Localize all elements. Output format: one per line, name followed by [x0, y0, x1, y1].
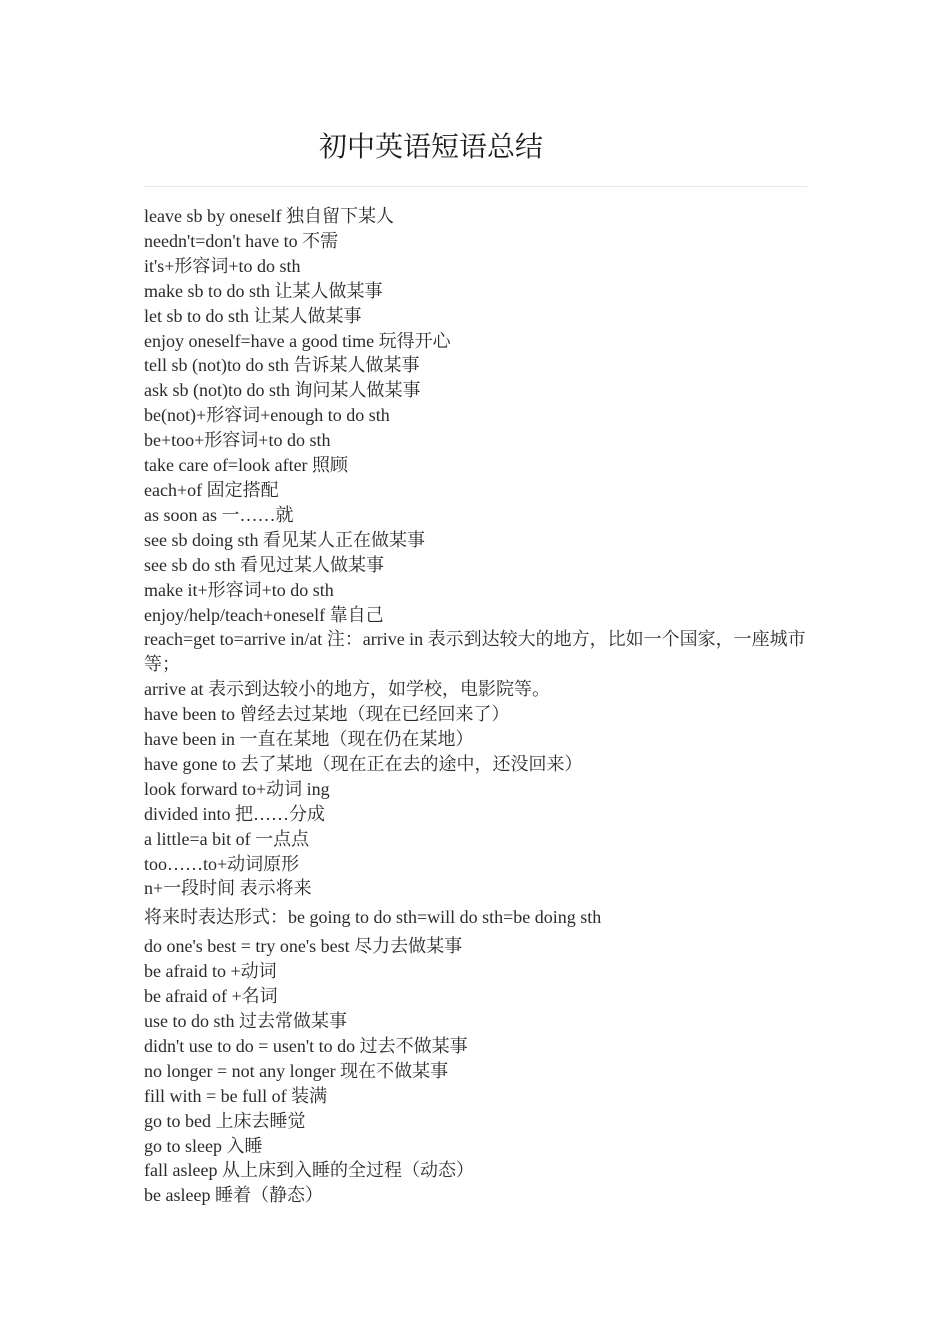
- phrase-line: be+too+形容词+to do sth: [144, 430, 331, 451]
- phrase-line: enjoy oneself=have a good time 玩得开心: [144, 330, 451, 351]
- phrase-line: use to do sth 过去常做某事: [144, 1011, 348, 1031]
- phrase-line: be asleep 睡着（静态）: [144, 1185, 323, 1206]
- title-divider: [144, 186, 807, 187]
- phrase-line: it's+形容词+to do sth: [144, 255, 301, 276]
- phrase-line: too……to+动词原形: [144, 853, 300, 874]
- phrase-line: no longer = not any longer 现在不做某事: [144, 1060, 449, 1081]
- phrase-line: ask sb (not)to do sth 询问某人做某事: [144, 380, 421, 401]
- phrase-line: make sb to do sth 让某人做某事: [144, 280, 383, 301]
- phrase-line: see sb doing sth 看见某人正在做某事: [144, 529, 425, 550]
- phrase-line: let sb to do sth 让某人做某事: [144, 305, 362, 326]
- phrase-list: [144, 204, 809, 1208]
- phrase-line: make it+形容词+to do sth: [144, 579, 334, 600]
- phrase-line: go to bed 上床去睡觉: [144, 1110, 306, 1131]
- phrase-line: arrive at 表示到达较小的地方，如学校，电影院等。: [144, 679, 550, 700]
- phrase-line: take care of=look after 照顾: [144, 455, 349, 476]
- phrase-line: divided into 把……分成: [144, 803, 325, 824]
- phrase-line: each+of 固定搭配: [144, 479, 279, 500]
- phrase-line: have gone to 去了某地（现在正在去的途中，还没回来）: [144, 753, 583, 774]
- phrase-line: go to sleep 入睡: [144, 1135, 263, 1156]
- phrase-line: reach=get to=arrive in/at 注：arrive in 表示到达较大的地方，比如一个国家，一座城市等；: [144, 629, 806, 675]
- phrase-line: be afraid to +动词: [144, 961, 277, 982]
- phrase-line: be(not)+形容词+enough to do sth: [144, 405, 390, 426]
- phrase-line: look forward to+动词 ing: [144, 778, 330, 799]
- phrase-line: n+一段时间 表示将来: [144, 878, 312, 899]
- phrase-line: a little=a bit of 一点点: [144, 828, 310, 849]
- phrase-line: fill with = be full of 装满: [144, 1085, 328, 1106]
- page-title: 初中英语短语总结: [318, 132, 543, 163]
- phrase-line: have been in 一直在某地（现在仍在某地）: [144, 729, 474, 750]
- phrase-line: enjoy/help/teach+oneself 靠自己: [144, 604, 384, 625]
- phrase-line: do one's best = try one's best 尽力去做某事: [144, 936, 463, 957]
- phrase-line: tell sb (not)to do sth 告诉某人做某事: [144, 355, 420, 376]
- phrase-line: needn't=don't have to 不需: [144, 230, 339, 251]
- phrase-line: as soon as 一……就: [144, 504, 294, 525]
- phrase-line: see sb do sth 看见过某人做某事: [144, 554, 384, 575]
- phrase-line: didn't use to do = usen't to do 过去不做某事: [144, 1035, 468, 1056]
- future-tense-line: 将来时表达形式：be going to do sth=will do sth=be doing sth: [144, 907, 602, 928]
- phrase-line: fall asleep 从上床到入睡的全过程（动态）: [144, 1160, 474, 1181]
- phrase-line: leave sb by oneself 独自留下某人: [144, 206, 394, 226]
- phrase-line: have been to 曾经去过某地（现在已经回来了）: [144, 704, 510, 725]
- phrase-line: be afraid of +名词: [144, 986, 278, 1007]
